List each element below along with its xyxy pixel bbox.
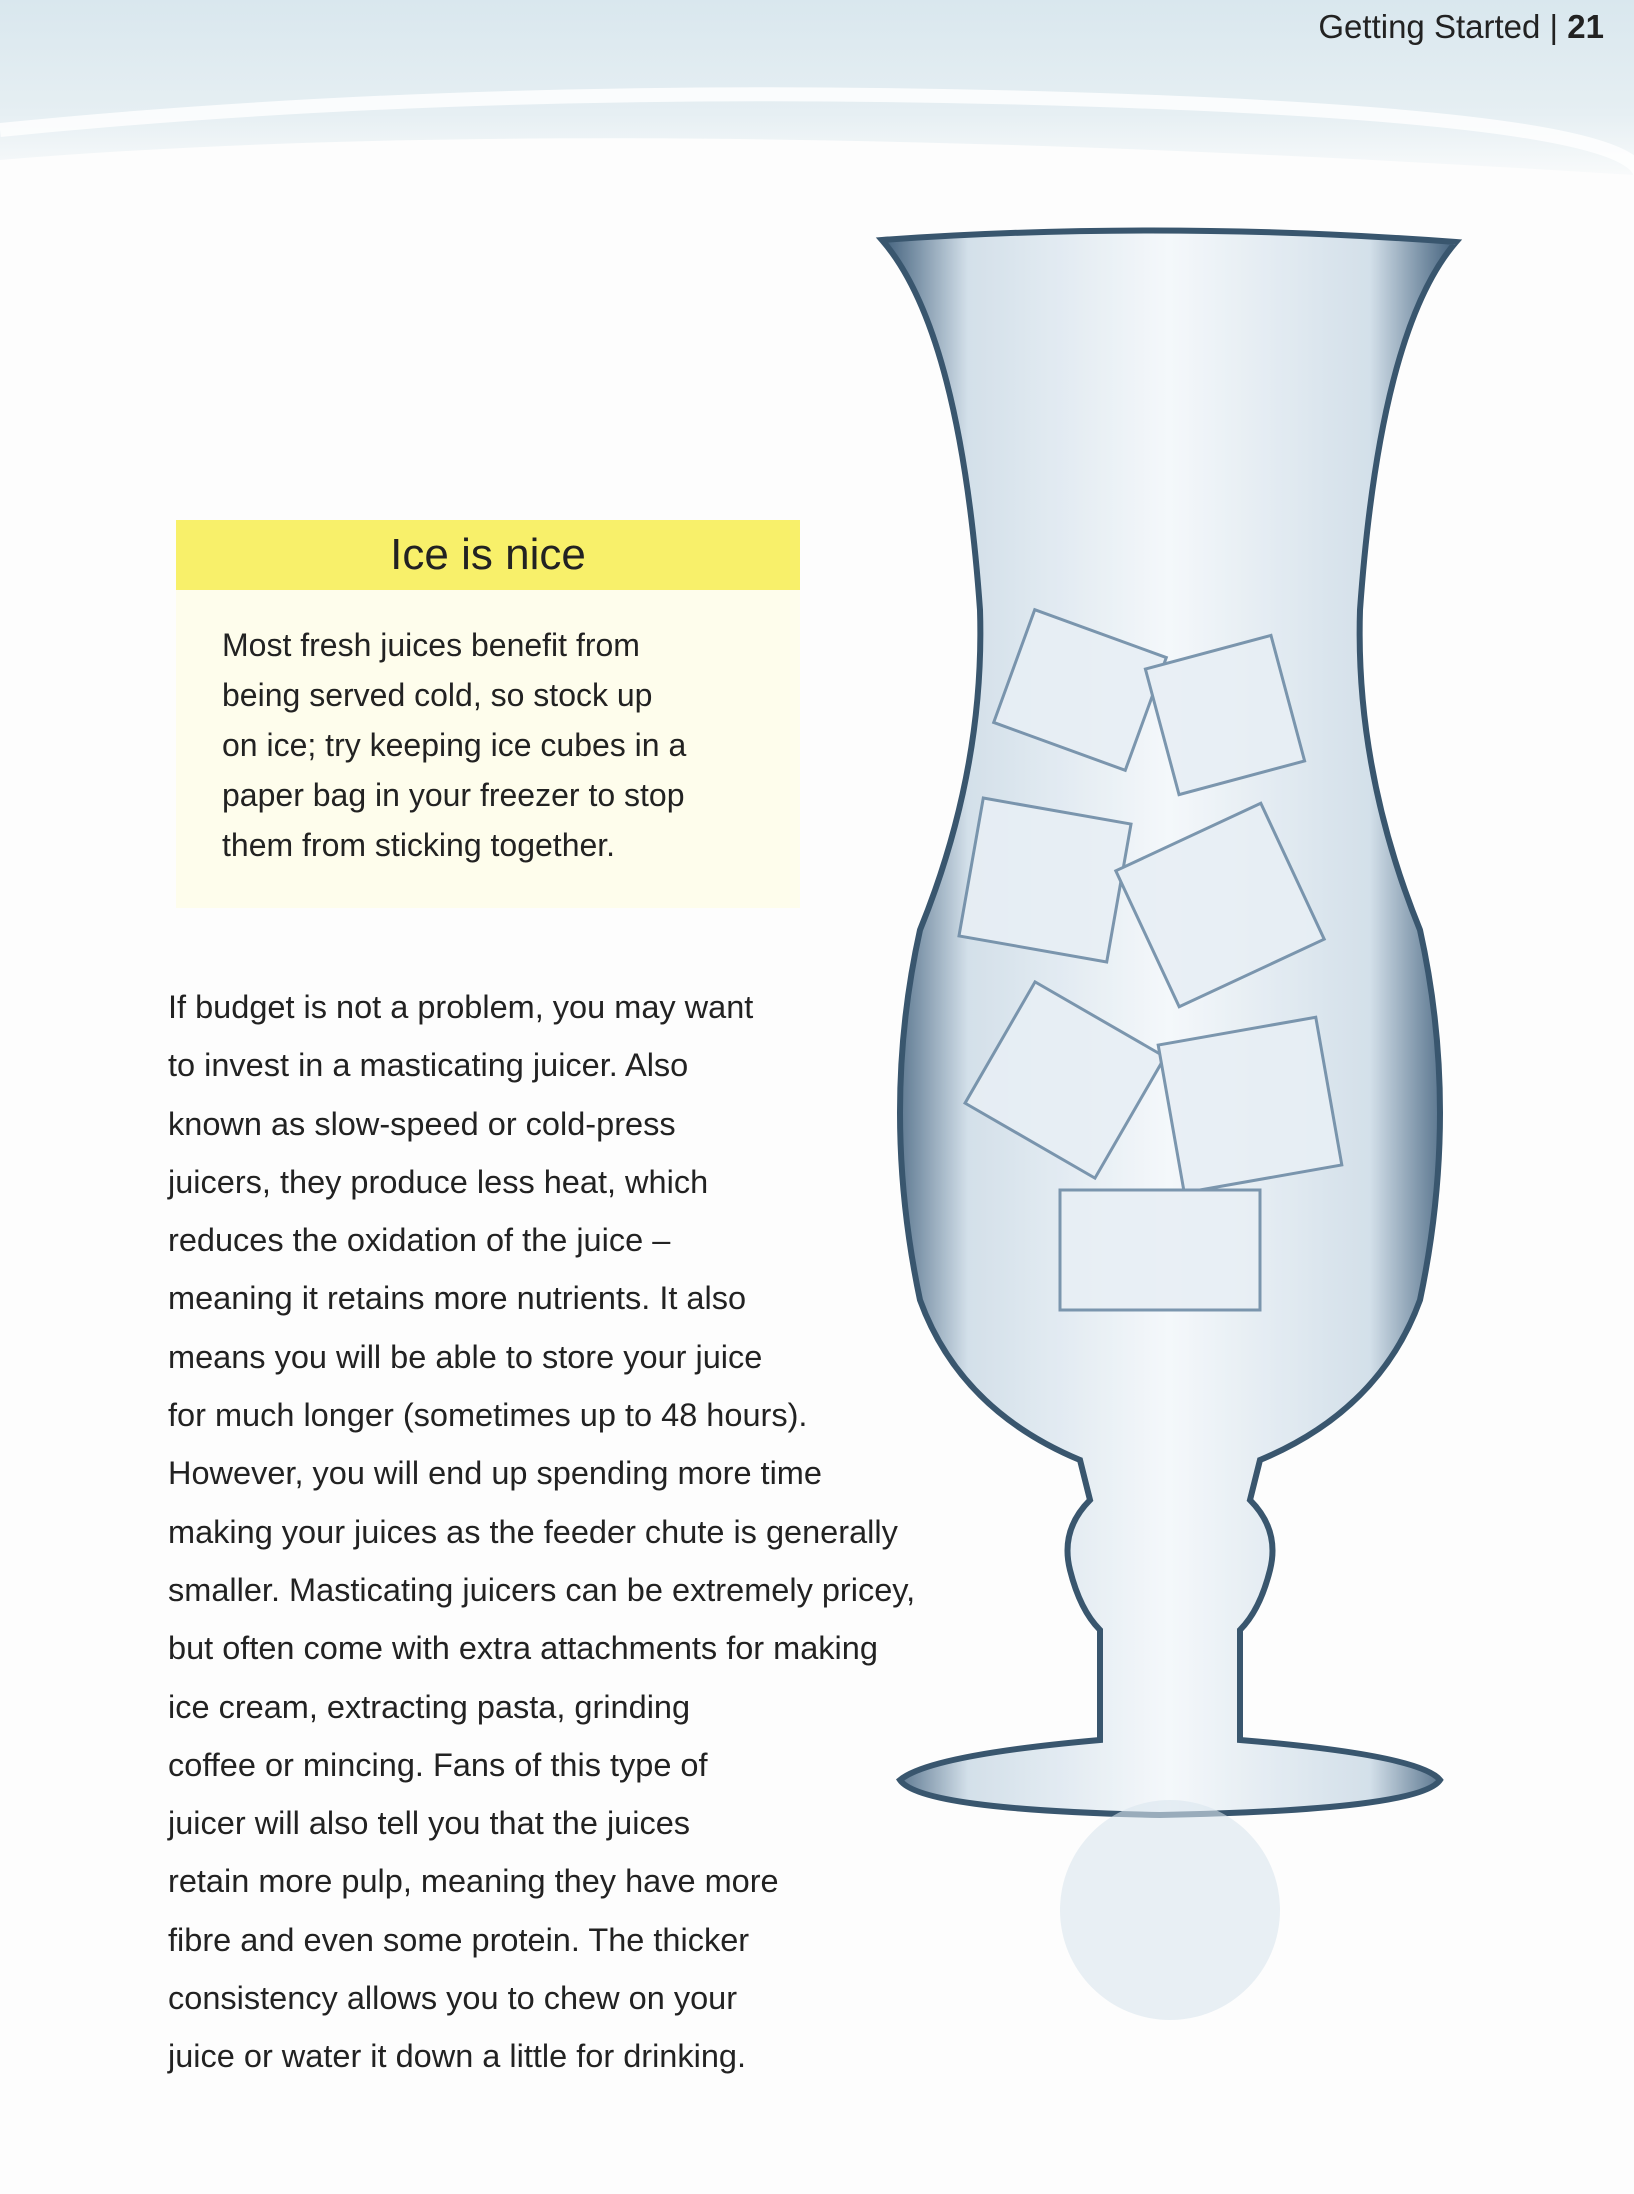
body-line: for much longer (sometimes up to 48 hours).	[168, 1397, 808, 1434]
body-line: fibre and even some protein. The thicker	[168, 1921, 750, 1958]
body-line: smaller. Masticating juicers can be extremely pricey,	[168, 1571, 916, 1608]
body-line: means you will be able to store your juice	[168, 1338, 763, 1375]
body-line: meaning it retains more nutrients. It also	[168, 1280, 747, 1317]
separator: |	[1549, 8, 1559, 45]
body-line: to invest in a masticating juicer. Also	[168, 1047, 689, 1084]
body-line: retain more pulp, meaning they have more	[168, 1863, 779, 1900]
tip-line: Most fresh juices benefit from	[222, 627, 640, 663]
tip-body	[176, 590, 800, 870]
body-line: known as slow-speed or cold-press	[168, 1105, 676, 1142]
body-line: juice or water it down a little for drinking.	[168, 2038, 747, 2075]
body-line: consistency allows you to chew on your	[168, 1980, 738, 2017]
page-header-band	[0, 0, 1634, 190]
tip-line: being served cold, so stock up	[222, 677, 653, 713]
tip-callout-box	[176, 520, 800, 908]
body-line: ice cream, extracting pasta, grinding	[168, 1688, 691, 1725]
body-line: juicers, they produce less heat, which	[168, 1163, 709, 1200]
section-title: Getting Started	[1318, 8, 1541, 45]
page-number: 21	[1567, 8, 1604, 45]
body-line: making your juices as the feeder chute is generally	[168, 1513, 898, 1550]
hurricane-glass-with-ice-image	[860, 210, 1480, 2045]
tip-line: on ice; try keeping ice cubes in a	[222, 727, 687, 763]
body-line: but often come with extra attachments for making	[168, 1630, 878, 1667]
body-line: However, you will end up spending more time	[168, 1455, 822, 1492]
running-head	[1318, 8, 1604, 46]
body-line: If budget is not a problem, you may want	[168, 989, 754, 1025]
body-paragraph	[168, 978, 915, 2086]
body-line: juicer will also tell you that the juices	[168, 1805, 691, 1842]
body-line: coffee or mincing. Fans of this type of	[168, 1746, 708, 1783]
tip-title: Ice is nice	[176, 520, 800, 590]
tip-line: paper bag in your freezer to stop	[222, 777, 685, 813]
tip-line: them from sticking together.	[222, 827, 616, 863]
body-line: reduces the oxidation of the juice –	[168, 1222, 671, 1259]
